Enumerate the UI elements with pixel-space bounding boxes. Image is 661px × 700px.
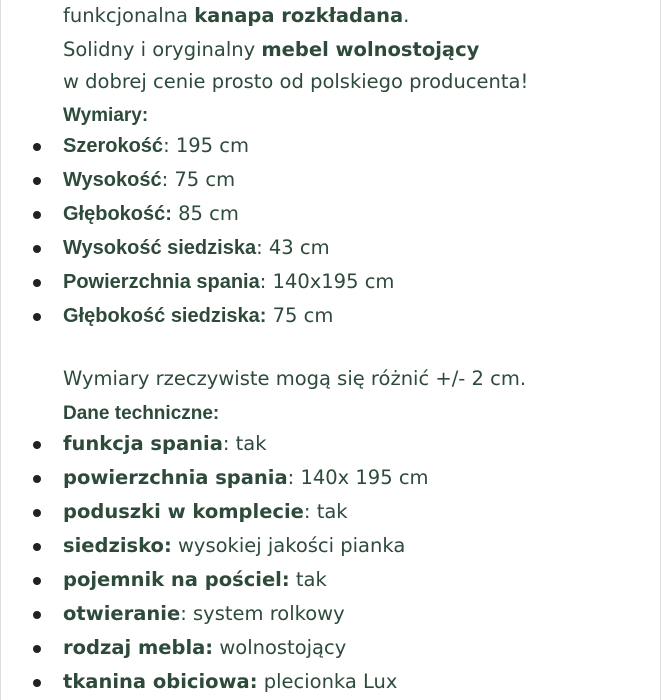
item-separator: :: [256, 236, 269, 259]
item-label: poduszki w komplecie: [63, 500, 304, 523]
item-separator: :: [222, 432, 236, 455]
intro-text: w dobrej cenie prosto od polskiego producenta!: [63, 70, 529, 93]
bullet-icon: [33, 577, 41, 585]
item-value: 75 cm: [272, 304, 334, 327]
item-separator: :: [163, 134, 176, 157]
bullet-icon: [33, 279, 41, 287]
bullet-icon: [33, 211, 41, 219]
intro-bold-text: kanapa rozkładana: [194, 4, 404, 27]
item-label: pojemnik na pościel:: [63, 568, 290, 591]
item-label: Szerokość: [63, 135, 164, 157]
left-border: [0, 0, 1, 700]
list-item: [63, 270, 394, 294]
item-value: tak: [316, 500, 348, 523]
intro-line-1: [63, 4, 409, 28]
item-label: funkcja spania: [63, 432, 223, 455]
item-value: wysokiej jakości pianka: [177, 534, 406, 557]
list-item: [63, 168, 235, 192]
item-separator: :: [303, 500, 317, 523]
item-label: otwieranie: [63, 602, 181, 625]
intro-text: Solidny i oryginalny: [63, 38, 262, 61]
list-item: [63, 670, 397, 694]
bullet-icon: [33, 509, 41, 517]
list-item: [63, 534, 405, 558]
item-value: tak: [235, 432, 267, 455]
item-separator: :: [259, 270, 273, 293]
intro-text: funkcjonalna: [63, 4, 195, 27]
item-separator: :: [180, 602, 193, 625]
list-item: [63, 202, 239, 226]
bullet-icon: [33, 313, 41, 321]
item-value: tak: [295, 568, 327, 591]
list-item: [63, 304, 333, 328]
item-value: 195 cm: [175, 134, 249, 157]
bullet-icon: [33, 245, 41, 253]
technical-heading: Dane techniczne:: [63, 403, 220, 424]
bullet-icon: [33, 177, 41, 185]
item-label: Głębokość siedziska:: [63, 305, 267, 327]
list-item: [63, 568, 327, 592]
intro-line-2: [63, 38, 479, 62]
bullet-icon: [33, 543, 41, 551]
item-label: Powierzchnia spania: [63, 271, 260, 293]
intro-text: .: [403, 4, 410, 27]
bullet-icon: [33, 679, 41, 687]
list-item: [63, 636, 346, 660]
item-value: system rolkowy: [193, 602, 345, 625]
list-item: [63, 602, 345, 626]
item-value: 43 cm: [268, 236, 330, 259]
list-item: [63, 500, 348, 524]
item-separator: :: [287, 466, 301, 489]
item-value: 75 cm: [174, 168, 236, 191]
dimensions-note: Wymiary rzeczywiste mogą się różnić +/- 2 cm.: [63, 367, 527, 390]
item-label: Głębokość:: [63, 203, 172, 225]
item-label: siedzisko:: [63, 534, 172, 557]
item-label: Wysokość siedziska: [63, 237, 257, 259]
dimensions-heading: Wymiary:: [63, 105, 149, 126]
list-item: [63, 134, 249, 158]
item-label: Wysokość: [63, 169, 162, 191]
item-value: 140x195 cm: [272, 270, 395, 293]
item-value: wolnostojący: [219, 636, 347, 659]
item-label: tkanina obiciowa:: [63, 670, 258, 693]
item-separator: :: [161, 168, 175, 191]
intro-bold-text: mebel wolnostojący: [261, 38, 480, 61]
item-label: rodzaj mebla:: [63, 636, 214, 659]
item-value: plecionka Lux: [263, 670, 398, 693]
item-label: powierzchnia spania: [63, 466, 288, 489]
bullet-icon: [33, 645, 41, 653]
item-value: 140x 195 cm: [300, 466, 429, 489]
bullet-icon: [33, 611, 41, 619]
bullet-icon: [33, 475, 41, 483]
bullet-icon: [33, 441, 41, 449]
list-item: [63, 432, 267, 456]
intro-line-3: [63, 70, 528, 94]
item-value: 85 cm: [178, 202, 239, 225]
list-item: [63, 466, 429, 490]
list-item: [63, 236, 330, 260]
bullet-icon: [33, 143, 41, 151]
